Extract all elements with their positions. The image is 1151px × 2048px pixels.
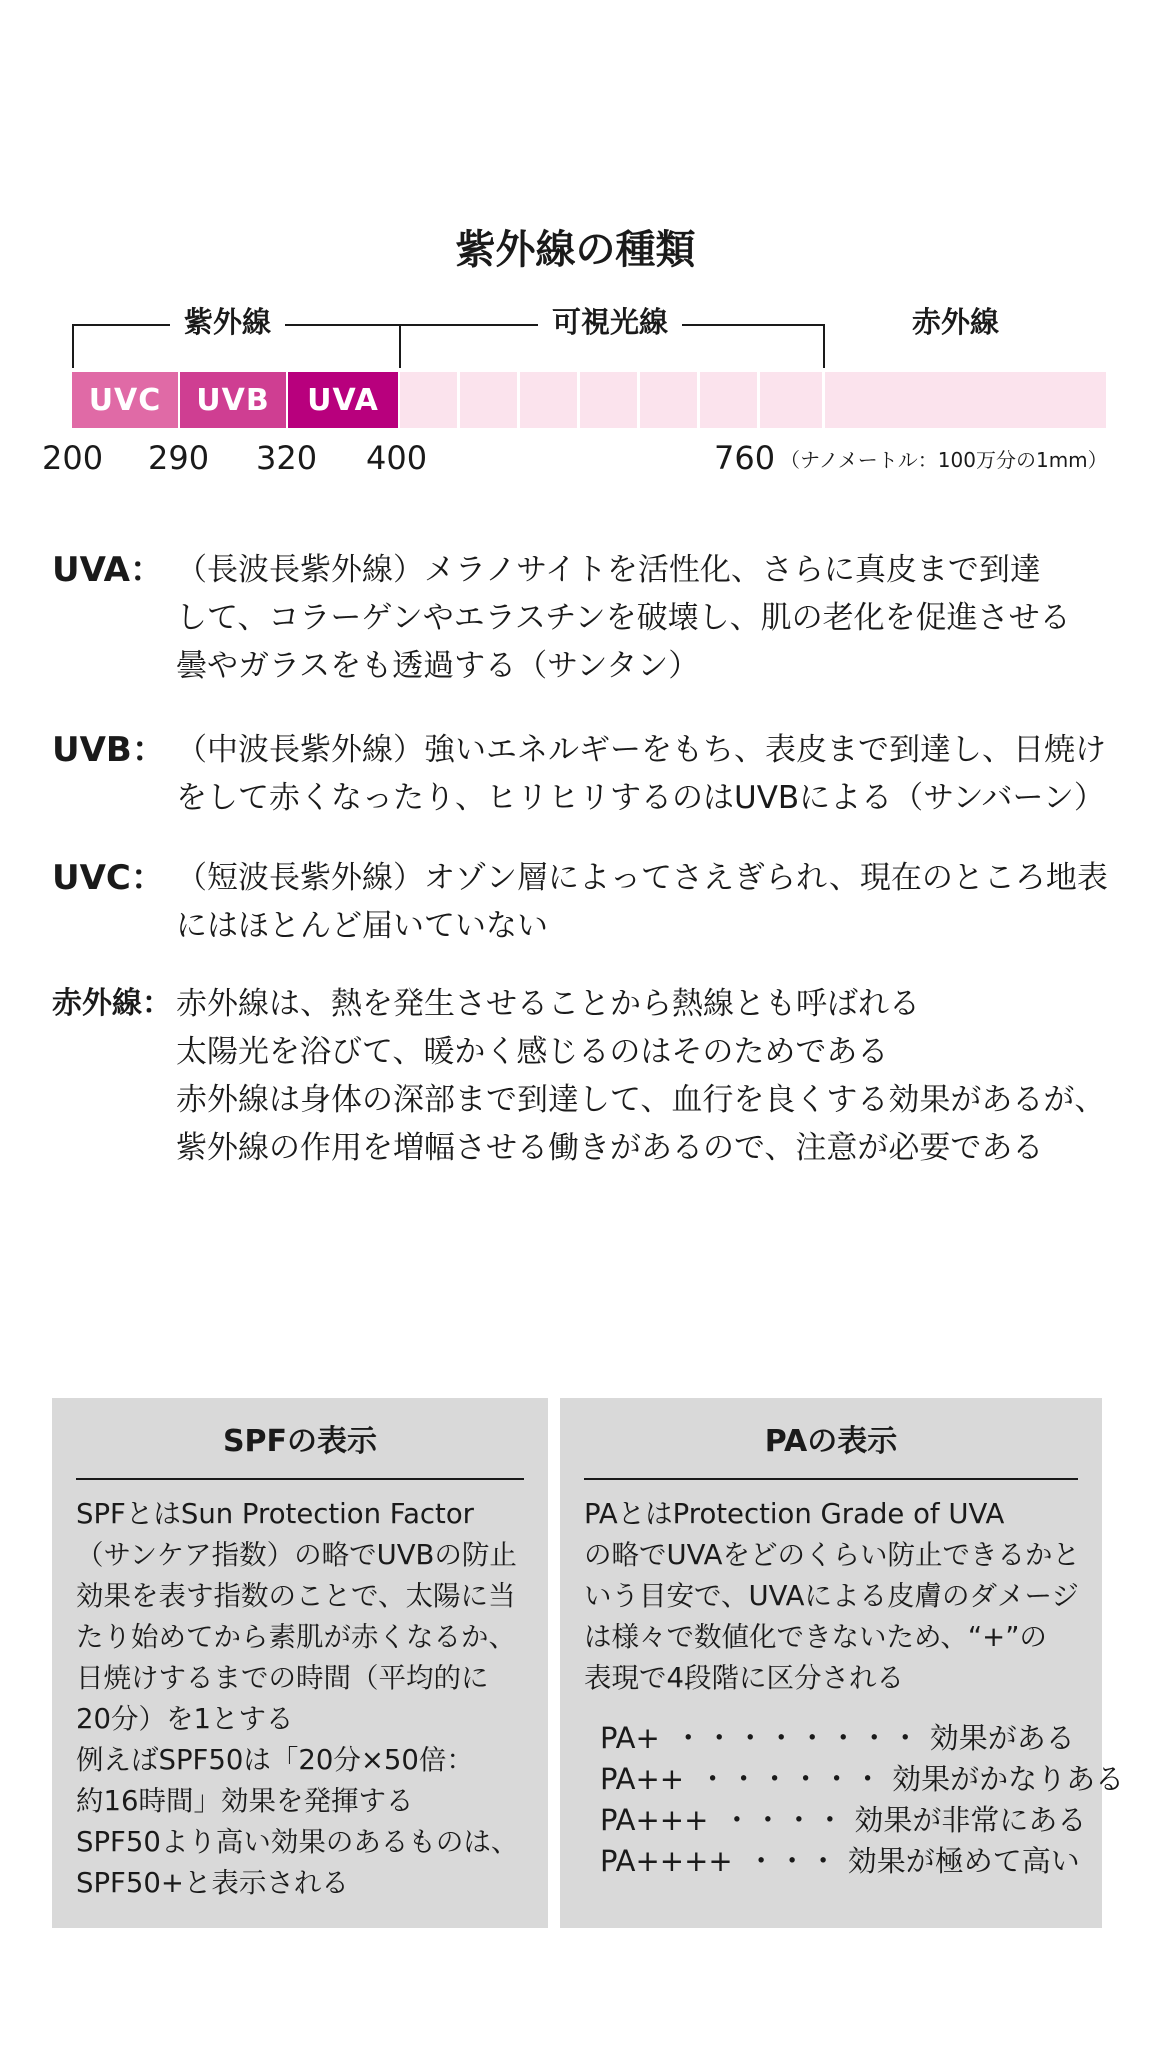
- band-uvc-label: UVC: [88, 382, 162, 418]
- pa-line: いう目安で、UVAによる皮膚のダメージ: [584, 1580, 1079, 1612]
- pa-grade: PA+: [600, 1721, 660, 1755]
- visible-cell: [460, 372, 517, 428]
- band-uva-label: UVA: [307, 382, 379, 418]
- pa-effect: 効果がかなりある: [892, 1762, 1125, 1796]
- wavelength-200: 200: [42, 439, 104, 477]
- description-line: （長波長紫外線）メラノサイトを活性化、さらに真皮まで到達: [176, 552, 1041, 588]
- band-uvb: [180, 372, 286, 428]
- wavelength-400: 400: [366, 439, 428, 477]
- description-line: （短波長紫外線）オゾン層によってさえぎられ、現在のところ地表: [176, 860, 1108, 896]
- pa-line: は様々で数値化できないため、“+”の: [584, 1621, 1047, 1653]
- spf-line: SPFとはSun Protection Factor: [76, 1498, 474, 1530]
- visible-cell: [700, 372, 757, 428]
- infrared-group-label: 赤外線: [898, 302, 1013, 342]
- description-line: 赤外線は、熱を発生させることから熱線とも呼ばれる: [176, 986, 920, 1022]
- spf-line: （サンケア指数）の略でUVBの防止: [76, 1539, 517, 1571]
- spf-box: [52, 1398, 548, 1928]
- spf-line: 日焼けするまでの時間（平均的に: [76, 1662, 489, 1694]
- description-term: UVC：: [52, 858, 165, 898]
- pa-box-body: [584, 1494, 1084, 1699]
- pa-level-row: [600, 1759, 1124, 1800]
- visible-cell: [760, 372, 822, 428]
- pa-levels-list: [600, 1718, 1124, 1882]
- pa-effect: 効果がある: [929, 1721, 1075, 1755]
- pa-effect: 効果が極めて高い: [847, 1844, 1080, 1878]
- visible-cell: [400, 372, 457, 428]
- description-term: UVB：: [52, 730, 166, 770]
- spf-line: たり始めてから素肌が赤くなるか、: [76, 1621, 516, 1653]
- pa-grade: PA++: [600, 1762, 685, 1796]
- description-term: UVA：: [52, 550, 164, 590]
- description-line: 太陽光を浴びて、暖かく感じるのはそのためである: [176, 1034, 889, 1070]
- band-uvb-label: UVB: [196, 382, 270, 418]
- description-body: [176, 980, 1116, 1172]
- diagram-title: 紫外線の種類: [455, 227, 696, 273]
- pa-dots: ・・・: [746, 1844, 840, 1878]
- band-uvc: [72, 372, 178, 428]
- pa-level-row: [600, 1841, 1124, 1882]
- pa-box: [560, 1398, 1125, 1928]
- pa-line: の略でUVAをどのくらい防止できるかと: [584, 1539, 1080, 1571]
- description-term: 赤外線：: [52, 986, 172, 1021]
- infrared-cell: [825, 372, 1106, 428]
- uv-group-label: 紫外線: [170, 302, 285, 342]
- pa-dots: ・・・・: [722, 1803, 847, 1837]
- wavelength-760: 760: [714, 439, 776, 477]
- wavelength-unit: （ナノメートル：100万分の1mm）: [780, 448, 1108, 472]
- description-line: （中波長紫外線）強いエネルギーをもち、表皮まで到達し、日焼け: [176, 732, 1106, 768]
- spf-line: 20分）を1とする: [76, 1703, 294, 1735]
- wavelength-290: 290: [148, 439, 210, 477]
- description-line: 赤外線は身体の深部まで到達して、血行を良くする効果があるが、: [176, 1082, 1106, 1118]
- visible-cell: [640, 372, 697, 428]
- pa-level-row: [600, 1800, 1124, 1841]
- visible-group-label: 可視光線: [538, 302, 682, 342]
- band-uva: [288, 372, 398, 428]
- pa-grade: PA++++: [600, 1844, 733, 1878]
- pa-box-title: PAの表示: [584, 1420, 1078, 1480]
- spf-line: SPF50+と表示される: [76, 1867, 349, 1899]
- uv-bracket-left-tick: [72, 324, 74, 368]
- spf-box-title: SPFの表示: [76, 1420, 524, 1480]
- spf-line: 約16時間」効果を発揮する: [76, 1785, 414, 1817]
- description-line: 曇やガラスをも透過する（サンタン）: [176, 648, 700, 684]
- pa-line: 表現で4段階に区分される: [584, 1662, 904, 1694]
- pa-grade: PA+++: [600, 1803, 709, 1837]
- pa-dots: ・・・・・・・・: [673, 1721, 922, 1755]
- pa-dots: ・・・・・・: [698, 1762, 885, 1796]
- visible-cell: [580, 372, 637, 428]
- pa-line: PAとはProtection Grade of UVA: [584, 1498, 1005, 1530]
- description-body: [176, 726, 1116, 822]
- description-body: [176, 546, 1116, 690]
- pa-level-row: [600, 1718, 1124, 1759]
- description-line: して、コラーゲンやエラスチンを破壊し、肌の老化を促進させる: [176, 600, 1071, 636]
- description-line: 紫外線の作用を増幅させる働きがあるので、注意が必要である: [176, 1130, 1044, 1166]
- visible-bracket-left-tick: [399, 324, 401, 368]
- wavelength-320: 320: [256, 439, 318, 477]
- spf-line: SPF50より高い効果のあるものは、: [76, 1826, 519, 1858]
- pa-effect: 効果が非常にある: [854, 1803, 1087, 1837]
- spf-line: 効果を表す指数のことで、太陽に当: [76, 1580, 516, 1612]
- spf-box-body: [76, 1494, 530, 1904]
- description-body: [176, 854, 1116, 950]
- visible-cell: [520, 372, 577, 428]
- description-line: にはほとんど届いていない: [176, 908, 548, 944]
- spf-line: 例えばSPF50は「20分×50倍：: [76, 1744, 474, 1776]
- visible-bracket-right-tick: [823, 324, 825, 368]
- description-line: をして赤くなったり、ヒリヒリするのはUVBによる（サンバーン）: [176, 780, 1105, 816]
